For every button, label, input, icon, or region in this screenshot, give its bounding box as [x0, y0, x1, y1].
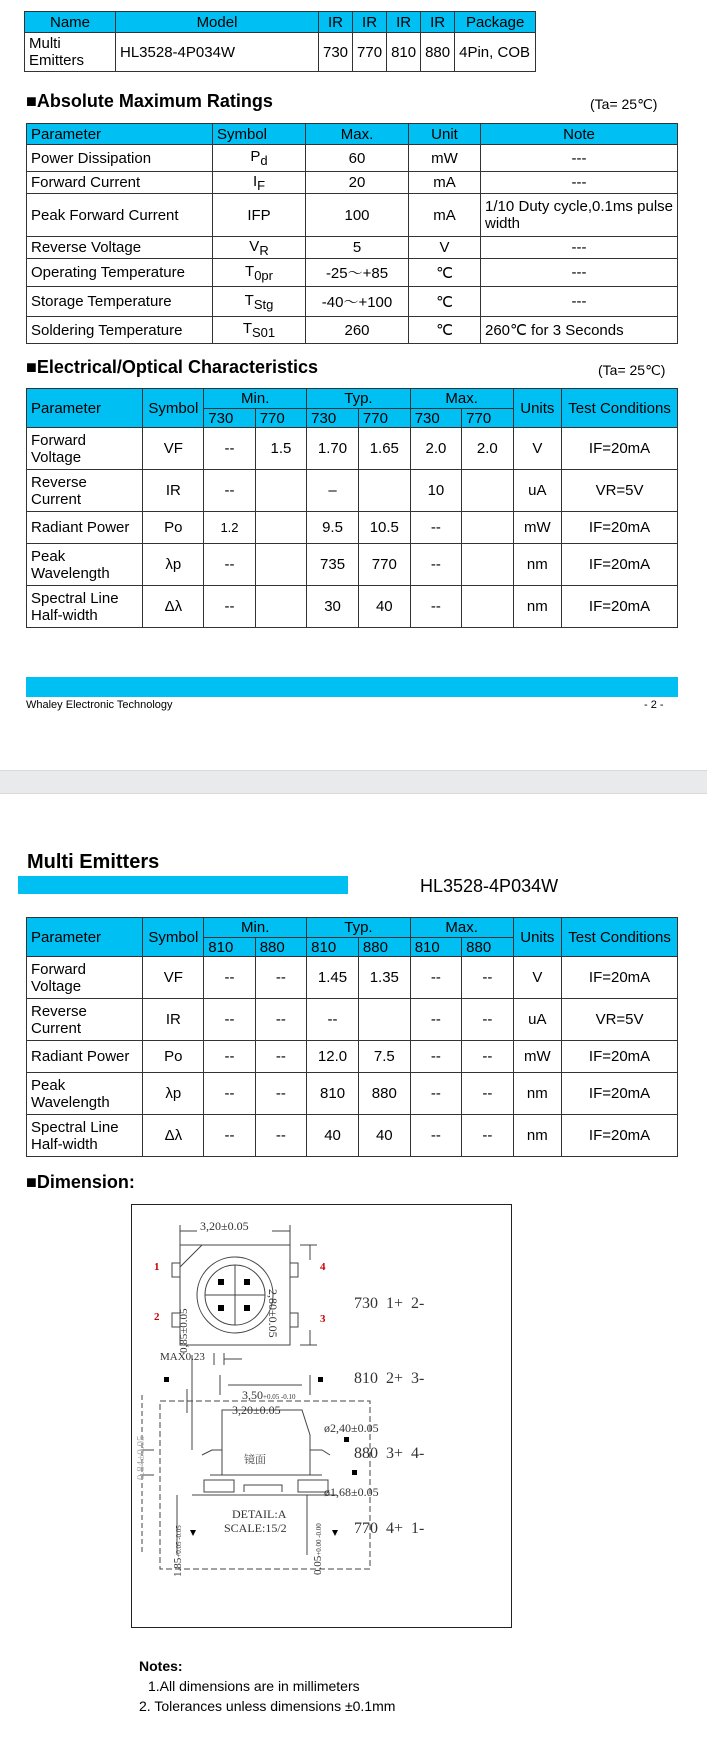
eoc-header-min: Min.	[204, 389, 307, 409]
eoc-param: Forward Voltage	[27, 428, 143, 470]
table-row	[27, 172, 678, 194]
scale-label: SCALE:15/2	[224, 1521, 287, 1535]
amr-header-note: Note	[481, 124, 678, 145]
footer-bar	[26, 677, 678, 697]
dimension-drawing	[131, 1204, 512, 1628]
page2-model: HL3528-4P034W	[420, 876, 559, 896]
dim-240: ø2,40±0.05	[324, 1421, 379, 1435]
model-table	[24, 11, 536, 72]
eoc-value: 1.5	[255, 428, 306, 470]
eoc-sub-header: 810	[410, 938, 461, 957]
amr-max: 260	[306, 317, 409, 344]
eoc-param: Spectral Line Half-width	[27, 1115, 143, 1157]
eoc-unit: nm	[513, 544, 562, 586]
eoc-value	[255, 470, 306, 512]
eoc-condition: IF=20mA	[562, 1073, 678, 1115]
model-number: HL3528-4P034W	[116, 33, 319, 72]
eoc-header-parameter: Parameter	[27, 389, 143, 428]
eoc-value	[358, 999, 410, 1041]
amr-unit: ℃	[409, 259, 481, 287]
eoc-value: --	[410, 957, 461, 999]
eoc-condition: IF=20mA	[562, 586, 678, 628]
dim-320-bottom: 3,20±0.05	[232, 1403, 281, 1417]
model-ir: 730	[319, 33, 353, 72]
eoc-value: 880	[358, 1073, 410, 1115]
note-item: 2. Tolerances unless dimensions ±0.1mm	[139, 1698, 396, 1714]
eoc-sub-header: 810	[204, 938, 255, 957]
amr-unit: ℃	[409, 317, 481, 344]
page-separator	[0, 770, 707, 794]
amr-param: Soldering Temperature	[27, 317, 213, 344]
eoc-value	[462, 586, 513, 628]
amr-title: ■Absolute Maximum Ratings	[26, 91, 273, 111]
eoc-value: 735	[307, 544, 359, 586]
amr-unit: V	[409, 237, 481, 259]
amr-param: Storage Temperature	[27, 287, 213, 317]
amr-max: 100	[306, 194, 409, 237]
eoc-value: 2.0	[410, 428, 461, 470]
amr-symbol: $T_{0pr}$	[213, 259, 306, 287]
pin-1-label: 1	[154, 1261, 160, 1273]
eoc-value: --	[204, 1073, 255, 1115]
eoc-sub-header: 880	[358, 938, 410, 957]
pin-4-label: 4	[320, 1261, 326, 1273]
eoc-value: --	[462, 999, 513, 1041]
eoc-table-810-880	[26, 917, 678, 1157]
eoc-condition: IF=20mA	[562, 957, 678, 999]
eoc-param: Reverse Current	[27, 999, 143, 1041]
eoc-symbol: Δλ	[143, 1115, 204, 1157]
eoc-value	[462, 470, 513, 512]
table-row	[27, 145, 678, 172]
amr-note: 260℃ for 3 Seconds	[481, 317, 678, 344]
amr-param: Reverse Voltage	[27, 237, 213, 259]
amr-symbol: $T_{S01}$	[213, 317, 306, 344]
eoc-value	[462, 512, 513, 544]
model-header-ir: IR	[387, 12, 421, 33]
eoc-value: --	[462, 1073, 513, 1115]
table-row	[27, 1041, 678, 1073]
model-header-ir: IR	[319, 12, 353, 33]
eoc-unit: mW	[513, 512, 562, 544]
model-name: Multi Emitters	[25, 33, 116, 72]
eoc-header-max: Max.	[410, 918, 513, 938]
eoc-value: 40	[358, 586, 410, 628]
pin-map	[354, 1241, 424, 1591]
eoc-value: --	[204, 428, 255, 470]
eoc-value: 1.35	[358, 957, 410, 999]
table-row	[27, 544, 678, 586]
eoc-value: 7.5	[358, 1041, 410, 1073]
eoc-unit: V	[513, 957, 562, 999]
eoc-value: --	[255, 1115, 306, 1157]
eoc-symbol: Po	[143, 512, 204, 544]
eoc-header-conditions: Test Conditions	[562, 389, 678, 428]
model-header-ir: IR	[421, 12, 455, 33]
table-row	[27, 470, 678, 512]
eoc-value: 30	[307, 586, 359, 628]
eoc-param: Forward Voltage	[27, 957, 143, 999]
amr-unit: mW	[409, 145, 481, 172]
dim-max-note: MAX0.23	[160, 1351, 205, 1363]
model-header-package: Package	[455, 12, 536, 33]
amr-table	[26, 123, 678, 344]
amr-symbol: IFP	[213, 194, 306, 237]
amr-ta: (Ta= 25℃)	[590, 96, 658, 112]
amr-note: ---	[481, 237, 678, 259]
model-package: 4Pin, COB	[455, 33, 536, 72]
eoc-table-730-770	[26, 388, 678, 628]
eoc-value: –	[307, 470, 359, 512]
pin-map-line: 730 1+ 2-	[354, 1295, 425, 1312]
amr-param: Forward Current	[27, 172, 213, 194]
table-row	[27, 1073, 678, 1115]
table-row	[27, 512, 678, 544]
amr-symbol: $P_d$	[213, 145, 306, 172]
amr-symbol: $T_{Stg}$	[213, 287, 306, 317]
eoc-symbol: IR	[143, 999, 204, 1041]
amr-symbol: $I_F$	[213, 172, 306, 194]
pin-map-line: 770 4+ 1-	[354, 1520, 425, 1537]
amr-unit: mA	[409, 194, 481, 237]
eoc-value: --	[462, 957, 513, 999]
table-row	[27, 317, 678, 344]
footer-page-number: - 2 -	[644, 699, 664, 711]
dim-005: 0.05+0.00 -0.00	[312, 1523, 324, 1575]
pin-3-label: 3	[320, 1313, 326, 1325]
eoc-value: --	[204, 957, 255, 999]
eoc-value: --	[255, 1041, 306, 1073]
amr-note: ---	[481, 172, 678, 194]
eoc-header-conditions: Test Conditions	[562, 918, 678, 957]
eoc-condition: VR=5V	[562, 999, 678, 1041]
eoc-value: 10	[410, 470, 461, 512]
eoc-sub-header: 730	[204, 409, 255, 428]
eoc-value: --	[462, 1115, 513, 1157]
eoc-value: --	[204, 1115, 255, 1157]
model-ir: 810	[387, 33, 421, 72]
eoc-value	[358, 470, 410, 512]
dim-085: 0,85±0.05	[178, 1308, 190, 1353]
eoc-unit: V	[513, 428, 562, 470]
eoc-value: --	[255, 999, 306, 1041]
eoc-value: 770	[358, 544, 410, 586]
eoc-condition: IF=20mA	[562, 512, 678, 544]
eoc-condition: IF=20mA	[562, 1115, 678, 1157]
eoc-value: --	[410, 512, 461, 544]
eoc-value: --	[410, 1073, 461, 1115]
eoc-value: 2.0	[462, 428, 513, 470]
pin-map-line: 880 3+ 4-	[354, 1445, 425, 1462]
eoc-sub-header: 770	[255, 409, 306, 428]
model-header-ir: IR	[353, 12, 387, 33]
eoc-symbol: Po	[143, 1041, 204, 1073]
amr-max: 5	[306, 237, 409, 259]
footer-company: Whaley Electronic Technology	[26, 699, 173, 711]
eoc-header-symbol: Symbol	[143, 918, 204, 957]
pin-map-line: 810 2+ 3-	[354, 1370, 425, 1387]
table-row	[27, 1115, 678, 1157]
eoc-value: --	[204, 999, 255, 1041]
eoc-value: --	[307, 999, 359, 1041]
eoc-value: --	[204, 544, 255, 586]
page2-title: Multi Emitters	[27, 851, 160, 873]
eoc-value: 10.5	[358, 512, 410, 544]
amr-symbol: $V_R$	[213, 237, 306, 259]
eoc-header-typ: Typ.	[307, 389, 411, 409]
eoc-unit: uA	[513, 999, 562, 1041]
table-row	[27, 957, 678, 999]
table-row	[27, 428, 678, 470]
eoc-header-typ: Typ.	[307, 918, 411, 938]
amr-param: Peak Forward Current	[27, 194, 213, 237]
eoc-value: --	[204, 470, 255, 512]
amr-note: ---	[481, 145, 678, 172]
eoc-value: 1.65	[358, 428, 410, 470]
eoc-ta: (Ta= 25℃)	[598, 362, 666, 378]
eoc-value: 1.45	[307, 957, 359, 999]
eoc-param: Reverse Current	[27, 470, 143, 512]
eoc-unit: mW	[513, 1041, 562, 1073]
eoc-value: --	[204, 1041, 255, 1073]
dim-168: ø1,68±0.05	[324, 1485, 379, 1499]
eoc-param: Radiant Power	[27, 1041, 143, 1073]
amr-param: Operating Temperature	[27, 259, 213, 287]
note-item: 1.All dimensions are in millimeters	[148, 1678, 360, 1694]
eoc-value: --	[255, 1073, 306, 1115]
eoc-value: 12.0	[307, 1041, 359, 1073]
eoc-value	[255, 512, 306, 544]
lens-label: 镜面	[244, 1453, 266, 1466]
eoc-condition: IF=20mA	[562, 544, 678, 586]
eoc-value: 810	[307, 1073, 359, 1115]
eoc-sub-header: 810	[307, 938, 359, 957]
eoc-param: Spectral Line Half-width	[27, 586, 143, 628]
eoc-header-min: Min.	[204, 918, 307, 938]
table-row	[27, 194, 678, 237]
table-row	[27, 259, 678, 287]
eoc-condition: IF=20mA	[562, 1041, 678, 1073]
eoc-unit: uA	[513, 470, 562, 512]
eoc-value: 40	[307, 1115, 359, 1157]
eoc-header-units: Units	[513, 389, 562, 428]
eoc-sub-header: 880	[462, 938, 513, 957]
table-row	[27, 586, 678, 628]
eoc-sub-header: 770	[358, 409, 410, 428]
eoc-param: Radiant Power	[27, 512, 143, 544]
dim-084: 0.84±0.05	[135, 1435, 147, 1480]
eoc-sub-header: 880	[255, 938, 306, 957]
eoc-value: 40	[358, 1115, 410, 1157]
eoc-unit: nm	[513, 586, 562, 628]
amr-unit: ℃	[409, 287, 481, 317]
eoc-sub-header: 730	[307, 409, 359, 428]
dim-185: 1.85+0.05 -0.05	[172, 1525, 184, 1577]
eoc-value: --	[410, 586, 461, 628]
table-row	[27, 237, 678, 259]
dim-350: 3,50+0.05 -0.10	[242, 1388, 296, 1402]
model-ir: 770	[353, 33, 387, 72]
amr-max: 20	[306, 172, 409, 194]
eoc-title: ■Electrical/Optical Characteristics	[26, 357, 319, 377]
eoc-value: --	[410, 544, 461, 586]
dim-top-width: 3,20±0.05	[200, 1219, 249, 1233]
model-ir: 880	[421, 33, 455, 72]
amr-header-unit: Unit	[409, 124, 481, 145]
pin-2-label: 2	[154, 1311, 160, 1323]
amr-note: ---	[481, 287, 678, 317]
eoc-param: Peak Wavelength	[27, 1073, 143, 1115]
eoc-sub-header: 730	[410, 409, 461, 428]
eoc-header-symbol: Symbol	[143, 389, 204, 428]
eoc-symbol: VF	[143, 428, 204, 470]
amr-max: -40～+100	[306, 287, 409, 317]
eoc-symbol: IR	[143, 470, 204, 512]
eoc-symbol: λp	[143, 1073, 204, 1115]
eoc-value: --	[410, 1041, 461, 1073]
amr-unit: mA	[409, 172, 481, 194]
eoc-value	[255, 586, 306, 628]
eoc-header-parameter: Parameter	[27, 918, 143, 957]
eoc-condition: IF=20mA	[562, 428, 678, 470]
eoc-param: Peak Wavelength	[27, 544, 143, 586]
model-header-model: Model	[116, 12, 319, 33]
eoc-symbol: Δλ	[143, 586, 204, 628]
notes-title: Notes:	[139, 1658, 183, 1674]
model-header-name: Name	[25, 12, 116, 33]
eoc-value: 9.5	[307, 512, 359, 544]
eoc-condition: VR=5V	[562, 470, 678, 512]
eoc-value: --	[204, 586, 255, 628]
amr-max: 60	[306, 145, 409, 172]
eoc-value: 1.70	[307, 428, 359, 470]
dimension-title: ■Dimension:	[26, 1172, 135, 1192]
table-row	[27, 287, 678, 317]
table-row	[27, 999, 678, 1041]
eoc-header-max: Max.	[410, 389, 513, 409]
eoc-value: --	[462, 1041, 513, 1073]
eoc-unit: nm	[513, 1115, 562, 1157]
eoc-value	[462, 544, 513, 586]
amr-param: Power Dissipation	[27, 145, 213, 172]
amr-max: -25～+85	[306, 259, 409, 287]
page2-title-bar	[18, 876, 348, 894]
amr-header-parameter: Parameter	[27, 124, 213, 145]
amr-header-max: Max.	[306, 124, 409, 145]
eoc-unit: nm	[513, 1073, 562, 1115]
amr-note: ---	[481, 259, 678, 287]
eoc-value: --	[255, 957, 306, 999]
eoc-header-units: Units	[513, 918, 562, 957]
eoc-sub-header: 770	[462, 409, 513, 428]
eoc-value: --	[410, 999, 461, 1041]
eoc-symbol: λp	[143, 544, 204, 586]
amr-header-symbol: Symbol	[213, 124, 306, 145]
eoc-symbol: VF	[143, 957, 204, 999]
eoc-value: --	[410, 1115, 461, 1157]
dim-side-height: 2,80±0.05	[266, 1289, 280, 1338]
amr-note: 1/10 Duty cycle,0.1ms pulse width	[481, 194, 678, 237]
detail-label: DETAIL:A	[232, 1507, 287, 1521]
eoc-value: 1.2	[204, 512, 255, 544]
eoc-value	[255, 544, 306, 586]
